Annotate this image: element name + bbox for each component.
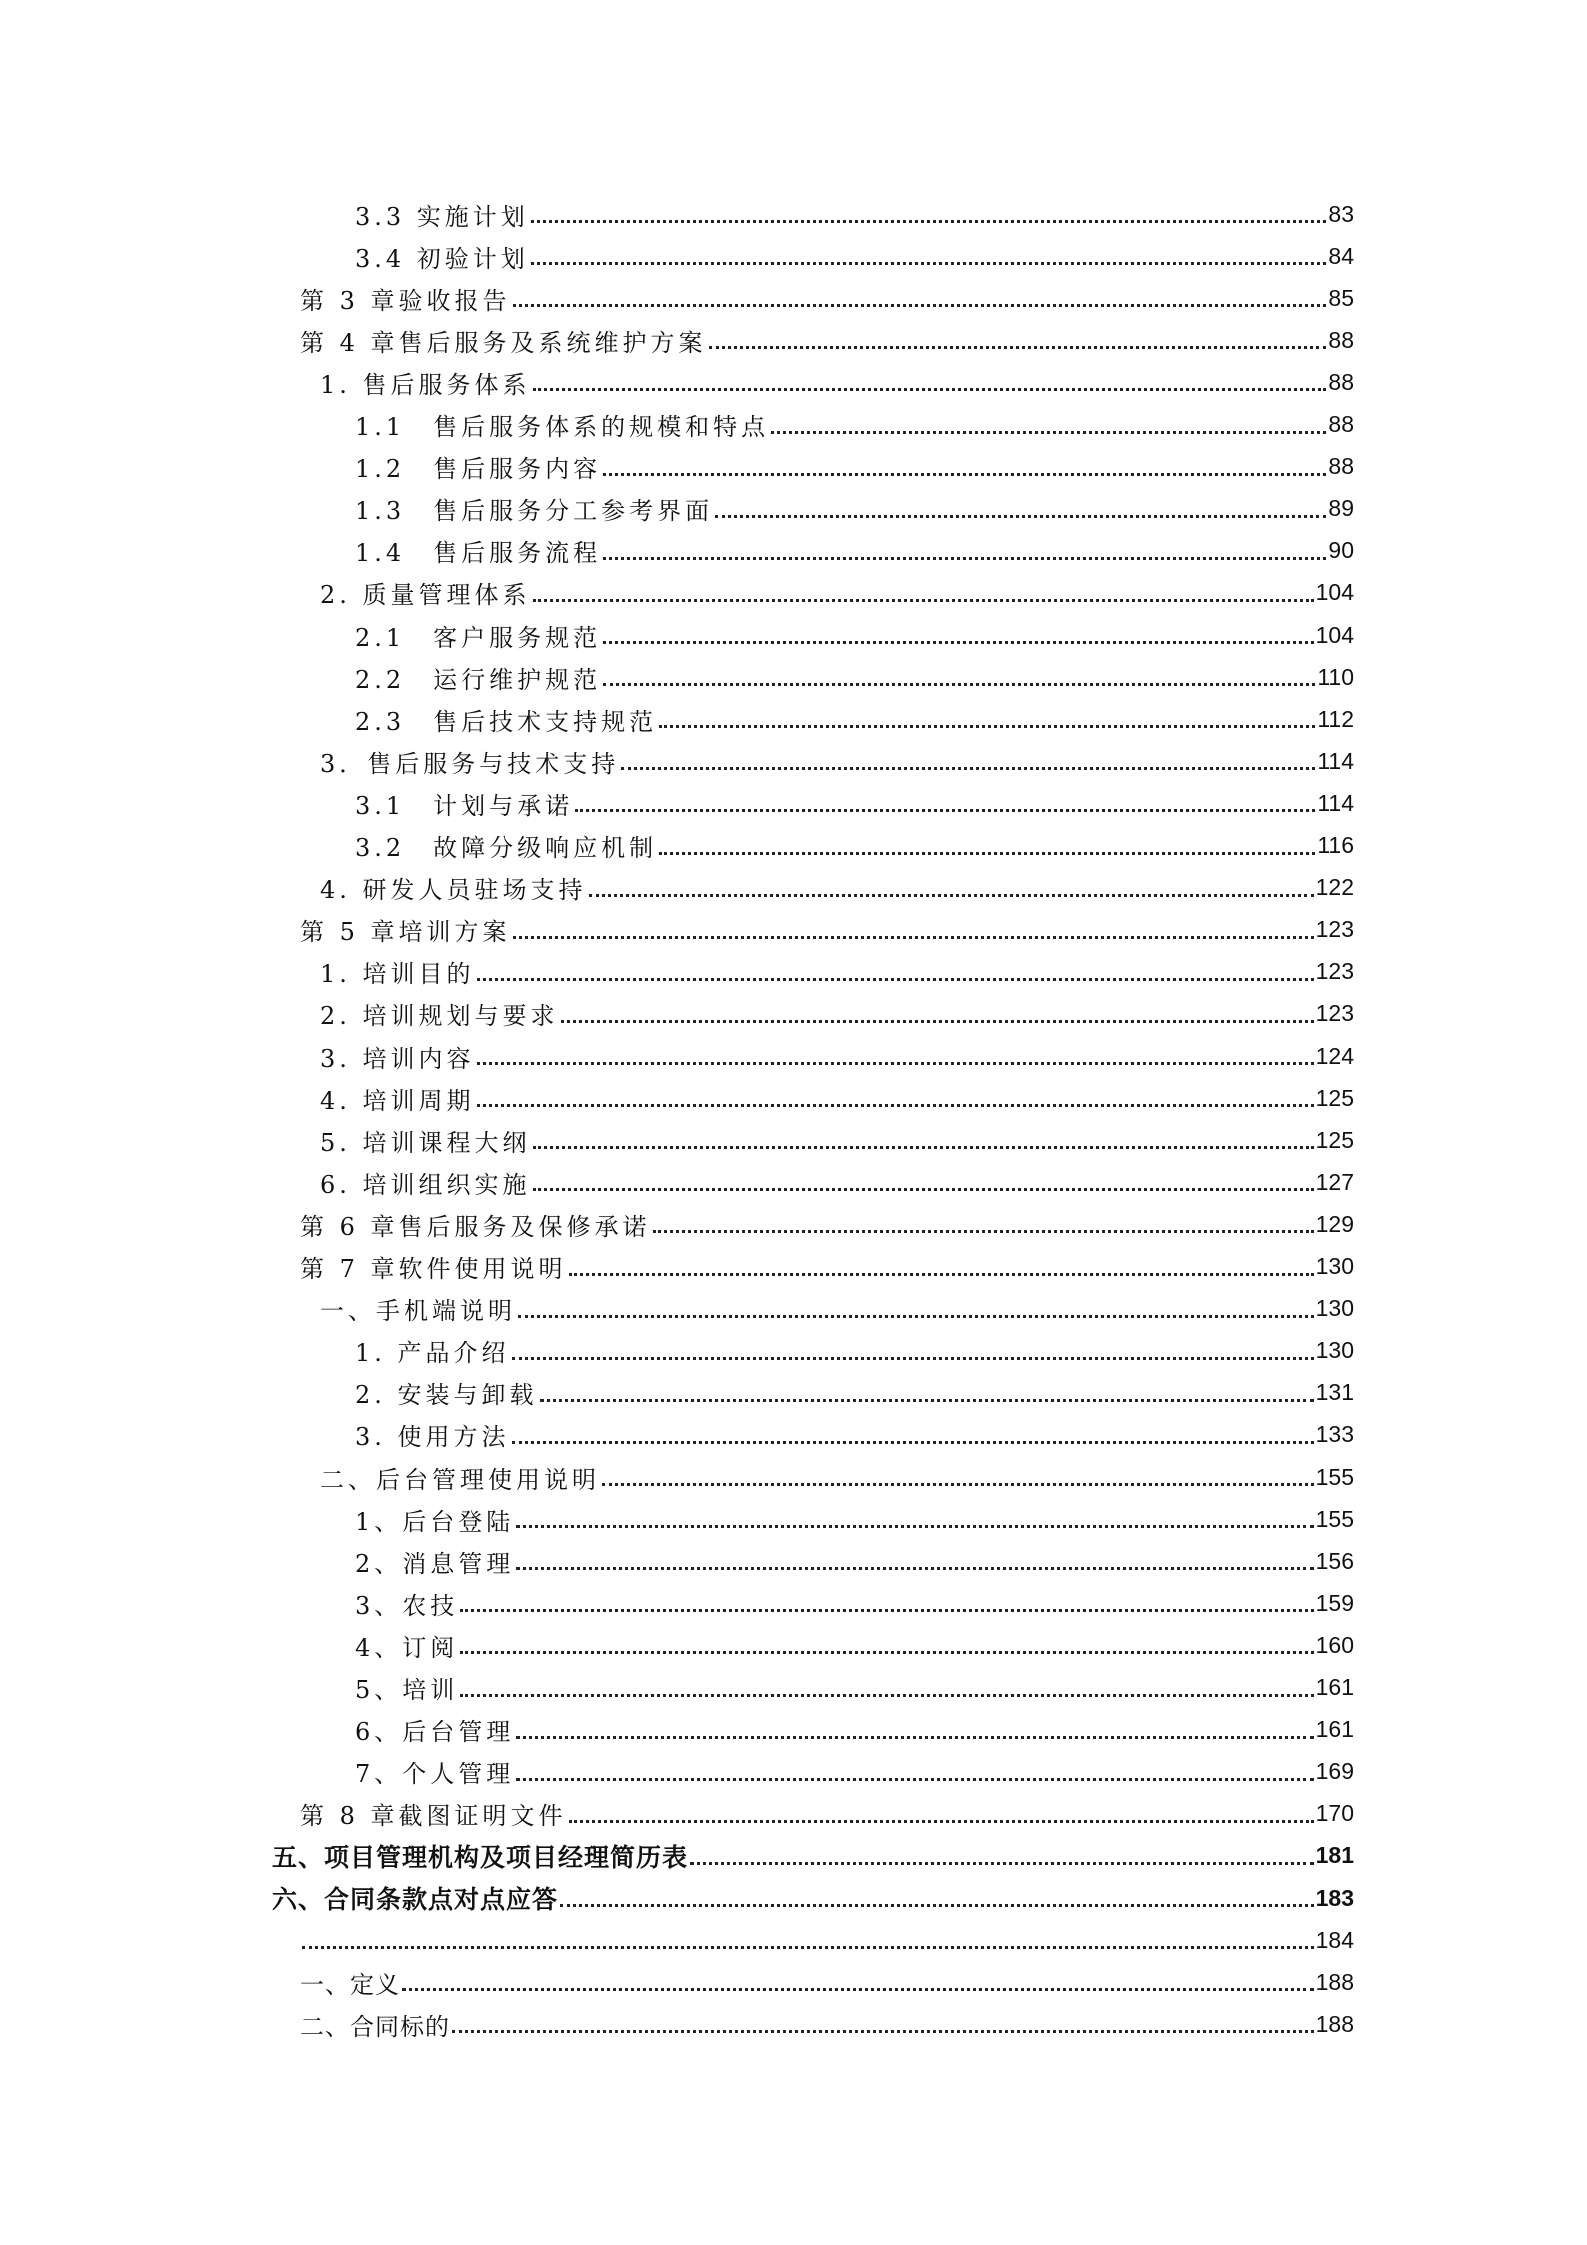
toc-entry[interactable] xyxy=(320,1119,1354,1161)
toc-page-number: 88 xyxy=(1328,411,1354,437)
toc-entry[interactable] xyxy=(355,1372,1354,1414)
toc-entry[interactable] xyxy=(320,740,1354,782)
toc-entry-title: 第 6 章售后服务及保修承诺 xyxy=(300,1212,651,1241)
toc-entry-title: 3.2 故障分级响应机制 xyxy=(355,834,658,862)
dot-leader xyxy=(477,1035,1314,1077)
toc-entry[interactable] xyxy=(320,1035,1354,1077)
toc-entry[interactable] xyxy=(355,404,1354,446)
dot-leader xyxy=(560,1877,1314,1919)
toc-entry-title: 二、合同标的 xyxy=(300,2013,450,2041)
toc-entry[interactable] xyxy=(355,235,1354,277)
dot-leader xyxy=(513,277,1327,319)
dot-leader xyxy=(575,782,1315,824)
toc-entry[interactable] xyxy=(300,1203,1354,1245)
toc-entry-title: 2、消息管理 xyxy=(355,1549,515,1578)
toc-page-number: 85 xyxy=(1328,284,1354,311)
toc-entry[interactable] xyxy=(355,782,1354,824)
dot-leader xyxy=(302,1919,1314,1961)
dot-leader xyxy=(460,1582,1313,1624)
toc-entry-title: 第 4 章售后服务及系统维护方案 xyxy=(300,328,707,357)
dot-leader xyxy=(715,488,1326,530)
toc-entry[interactable] xyxy=(355,614,1354,656)
toc-entry-title: 7、个人管理 xyxy=(355,1760,515,1789)
toc-entry[interactable] xyxy=(355,1498,1354,1540)
toc-entry-title: 3. 使用方法 xyxy=(355,1423,510,1452)
toc-page-number: 123 xyxy=(1315,958,1354,985)
toc-page-number: 122 xyxy=(1315,874,1354,901)
toc-entry[interactable] xyxy=(300,1793,1354,1835)
toc-entry[interactable] xyxy=(320,1456,1354,1498)
dot-leader xyxy=(659,698,1315,740)
toc-entry[interactable] xyxy=(300,1246,1354,1288)
toc-entry-title: 一、定义 xyxy=(300,1971,400,1999)
toc-entry-title: 1、后台登陆 xyxy=(355,1507,515,1536)
toc-page-number: 155 xyxy=(1315,1463,1354,1490)
toc-entry[interactable] xyxy=(300,909,1354,951)
toc-page-number: 90 xyxy=(1328,537,1354,564)
dot-leader xyxy=(533,1161,1314,1203)
dot-leader xyxy=(516,1498,1313,1540)
toc-entry[interactable] xyxy=(320,1161,1354,1203)
toc-page-number: 181 xyxy=(1315,1842,1354,1869)
toc-entry-title: 1. 售后服务体系 xyxy=(320,370,531,399)
toc-entry[interactable] xyxy=(320,1077,1354,1119)
toc-page-number: 156 xyxy=(1315,1547,1354,1574)
dot-leader xyxy=(533,361,1327,403)
toc-entry[interactable] xyxy=(355,1330,1354,1372)
toc-entry-title: 4. 研发人员驻场支持 xyxy=(320,876,587,905)
toc-entry[interactable] xyxy=(355,1709,1354,1751)
toc-entry[interactable] xyxy=(320,867,1354,909)
dot-leader xyxy=(477,951,1314,993)
toc-page-number: 116 xyxy=(1317,832,1354,858)
toc-entry[interactable] xyxy=(272,1877,1354,1919)
toc-entry-title: 6. 培训组织实施 xyxy=(320,1170,531,1199)
dot-leader xyxy=(569,1246,1314,1288)
toc-entry[interactable] xyxy=(355,825,1354,867)
dot-leader xyxy=(569,1793,1314,1835)
dot-leader xyxy=(513,909,1314,951)
dot-leader xyxy=(531,235,1327,277)
toc-page-number: 89 xyxy=(1328,495,1354,522)
toc-page-number: 159 xyxy=(1315,1589,1354,1616)
toc-page-number: 188 xyxy=(1315,2010,1354,2037)
toc-page-number: 127 xyxy=(1315,1168,1354,1195)
toc-entry[interactable] xyxy=(355,1582,1354,1624)
toc-entry[interactable] xyxy=(355,698,1354,740)
dot-leader xyxy=(540,1372,1314,1414)
dot-leader xyxy=(533,572,1314,614)
toc-entry[interactable] xyxy=(355,656,1354,698)
dot-leader xyxy=(589,867,1314,909)
dot-leader xyxy=(516,1540,1313,1582)
dot-leader xyxy=(603,614,1313,656)
toc-entry-title: 第 5 章培训方案 xyxy=(300,918,511,947)
dot-leader xyxy=(452,2003,1314,2045)
toc-entry[interactable] xyxy=(355,1624,1354,1666)
toc-entry-title: 第 8 章截图证明文件 xyxy=(300,1802,567,1831)
dot-leader xyxy=(531,193,1327,235)
dot-leader xyxy=(460,1624,1313,1666)
toc-page-number: 114 xyxy=(1317,789,1354,816)
toc-entry-title: 5、培训 xyxy=(355,1676,459,1704)
toc-page-number: 130 xyxy=(1315,1253,1354,1279)
toc-entry-title: 2. 培训规划与要求 xyxy=(320,1002,559,1031)
toc-entry-title: 1.1 售后服务体系的规模和特点 xyxy=(355,413,770,441)
dot-leader xyxy=(709,319,1327,361)
toc-entry-title: 第 7 章软件使用说明 xyxy=(300,1255,567,1283)
toc-entry[interactable] xyxy=(355,446,1354,488)
dot-leader xyxy=(653,1203,1314,1245)
toc-entry[interactable] xyxy=(300,319,1354,361)
toc-page-number: 110 xyxy=(1317,663,1354,690)
toc-entry-title: 二、后台管理使用说明 xyxy=(320,1465,600,1494)
toc-entry[interactable] xyxy=(355,1414,1354,1456)
dot-leader xyxy=(512,1330,1314,1372)
toc-entry-title: 2. 安装与卸载 xyxy=(355,1381,538,1410)
toc-page-number: 184 xyxy=(1315,1926,1354,1953)
toc-entry-title: 2.2 运行维护规范 xyxy=(355,665,602,694)
toc-page-number: 155 xyxy=(1315,1505,1354,1532)
toc-page-number: 125 xyxy=(1315,1126,1354,1153)
toc-entry[interactable] xyxy=(300,2003,1354,2045)
toc-entry[interactable] xyxy=(355,1751,1354,1793)
toc-entry-title: 六、合同条款点对点应答 xyxy=(272,1886,559,1914)
toc-entry-title: 4、订阅 xyxy=(355,1633,459,1662)
toc-entry-title: 第 3 章验收报告 xyxy=(300,286,511,315)
dot-leader xyxy=(603,446,1326,488)
toc-entry-title: 1.2 售后服务内容 xyxy=(355,455,602,484)
toc-entry-title: 1. 产品介绍 xyxy=(355,1339,510,1368)
toc-entry-title: 一、手机端说明 xyxy=(320,1297,516,1326)
toc-entry-title: 3. 培训内容 xyxy=(320,1044,475,1073)
toc-entry-title: 1.4 售后服务流程 xyxy=(355,539,602,568)
toc-entry-title: 3、农技 xyxy=(355,1591,459,1620)
toc-entry[interactable] xyxy=(320,1288,1354,1330)
toc-page-number: 160 xyxy=(1315,1631,1354,1658)
dot-leader xyxy=(621,740,1315,782)
dot-leader xyxy=(561,993,1314,1035)
toc-page-number: 130 xyxy=(1315,1295,1354,1322)
toc-entry-title: 3.1 计划与承诺 xyxy=(355,791,574,820)
toc-page-number: 88 xyxy=(1328,368,1354,395)
toc-entry[interactable] xyxy=(355,1667,1354,1709)
toc-entry-title: 2. 质量管理体系 xyxy=(320,581,531,610)
toc-page-number: 125 xyxy=(1315,1084,1354,1111)
toc-page-number: 133 xyxy=(1315,1421,1354,1448)
toc-entry[interactable] xyxy=(355,530,1354,572)
toc-page-number: 169 xyxy=(1315,1758,1354,1785)
toc-entry-title: 1.3 售后服务分工参考界面 xyxy=(355,497,714,526)
toc-page-number: 161 xyxy=(1315,1716,1354,1743)
toc-entry[interactable] xyxy=(320,993,1354,1035)
dot-leader xyxy=(516,1709,1313,1751)
toc-entry-title: 6、后台管理 xyxy=(355,1718,515,1747)
toc-entry-title: 3.3 实施计划 xyxy=(355,202,529,231)
toc-entry-title: 1. 培训目的 xyxy=(320,960,475,989)
toc-entry-title: 4. 培训周期 xyxy=(320,1086,475,1115)
dot-leader xyxy=(659,825,1315,867)
toc-entry-title: 5. 培训课程大纲 xyxy=(320,1128,531,1157)
toc-entry[interactable] xyxy=(355,1540,1354,1582)
toc-page-number: 170 xyxy=(1315,1800,1354,1827)
dot-leader xyxy=(460,1667,1313,1709)
toc-entry[interactable] xyxy=(300,1919,1354,1961)
toc-entry[interactable] xyxy=(300,277,1354,319)
toc-page-number: 188 xyxy=(1315,1968,1354,1995)
toc-entry-title: 2.1 客户服务规范 xyxy=(355,623,602,652)
toc-page-number: 124 xyxy=(1315,1042,1354,1069)
dot-leader xyxy=(603,656,1315,698)
toc-page-number: 114 xyxy=(1317,747,1354,774)
dot-leader xyxy=(512,1414,1314,1456)
toc-page-number: 104 xyxy=(1315,621,1354,648)
toc-entry-title: 3.4 初验计划 xyxy=(355,244,529,273)
toc-page-number: 130 xyxy=(1315,1337,1354,1364)
toc-entry-title: 3．售后服务与技术支持 xyxy=(320,749,620,778)
toc-entry[interactable] xyxy=(355,488,1354,530)
dot-leader xyxy=(603,530,1326,572)
dot-leader xyxy=(533,1119,1314,1161)
toc-page-number: 104 xyxy=(1315,579,1354,606)
toc-entry[interactable] xyxy=(320,572,1354,614)
toc-entry[interactable] xyxy=(320,361,1354,403)
toc-entry[interactable] xyxy=(272,1835,1354,1877)
toc-entry-title: 五、项目管理机构及项目经理简历表 xyxy=(272,1843,689,1872)
toc-entry-title: 2.3 售后技术支持规范 xyxy=(355,707,658,736)
toc-page-number: 84 xyxy=(1328,242,1354,269)
dot-leader xyxy=(771,404,1326,446)
dot-leader xyxy=(690,1835,1314,1877)
toc-page-number: 123 xyxy=(1315,1000,1354,1027)
dot-leader xyxy=(602,1456,1314,1498)
toc-page-number: 83 xyxy=(1328,200,1354,227)
toc-page-number: 88 xyxy=(1328,453,1354,480)
dot-leader xyxy=(518,1288,1314,1330)
toc-page-number: 129 xyxy=(1315,1210,1354,1237)
toc-entry[interactable] xyxy=(300,1961,1354,2003)
toc-page-number: 88 xyxy=(1328,326,1354,353)
toc-entry[interactable] xyxy=(320,951,1354,993)
toc-page-number: 131 xyxy=(1315,1379,1354,1406)
toc-page-number: 183 xyxy=(1315,1884,1354,1911)
dot-leader xyxy=(402,1961,1314,2003)
dot-leader xyxy=(516,1751,1313,1793)
toc-page-number: 112 xyxy=(1317,705,1354,732)
toc-page-number: 161 xyxy=(1315,1674,1354,1700)
dot-leader xyxy=(477,1077,1314,1119)
toc-entry[interactable] xyxy=(355,193,1354,235)
toc-page-number: 123 xyxy=(1315,916,1354,943)
